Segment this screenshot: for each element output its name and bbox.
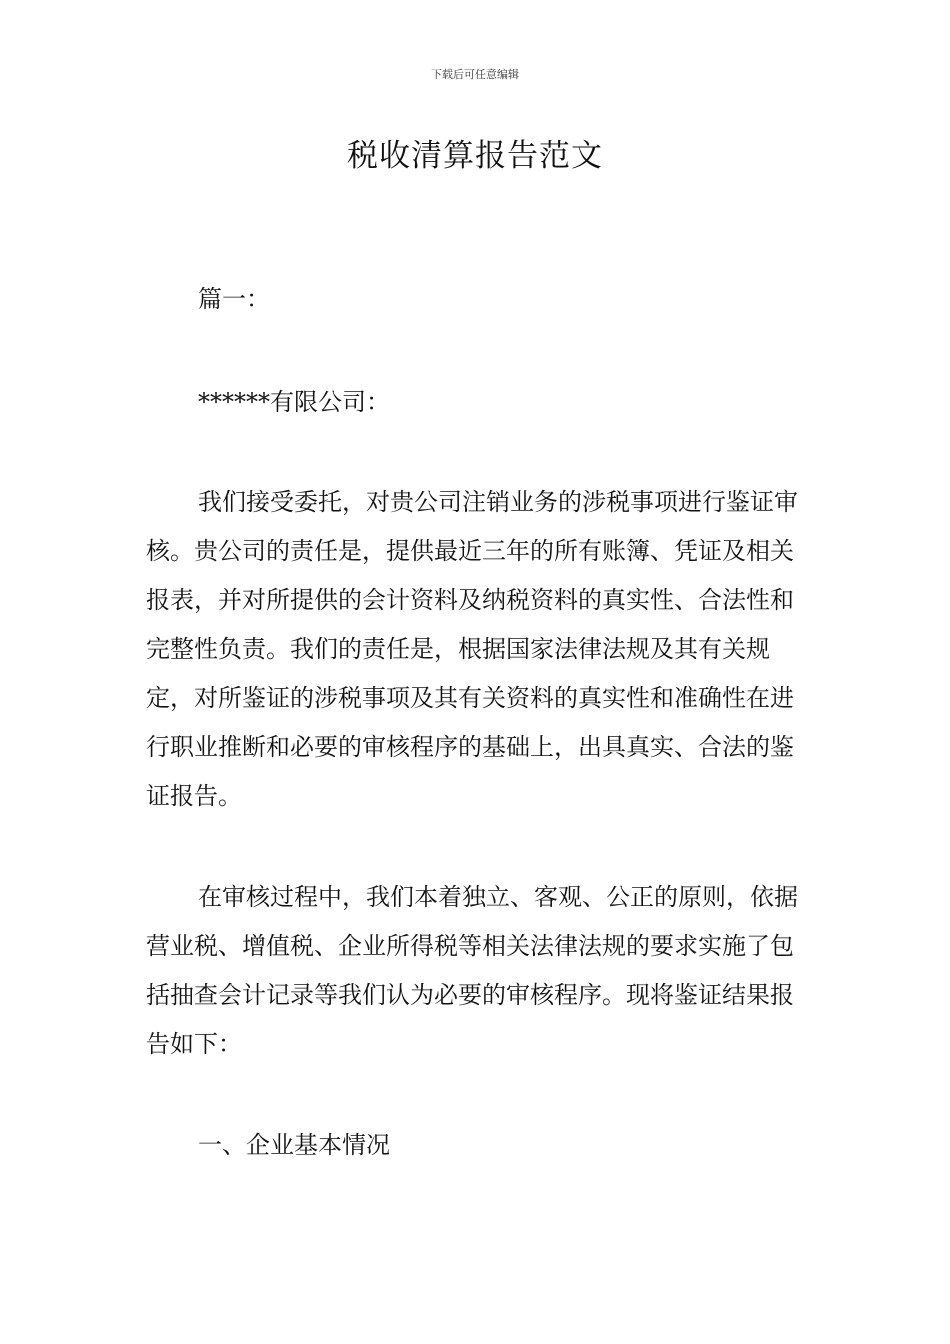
section-heading-1: 一、企业基本情况 — [198, 1131, 390, 1159]
header-note: 下载后可任意编辑 — [431, 68, 519, 81]
body-paragraph-2: 在审核过程中，我们本着独立、客观、公正的原则，依据营业税、增值税、企业所得税等相关法律法规的要求实施了包括抽查会计记录等我们认为必要的审核程序。现将鉴证结果报告如下： — [146, 883, 798, 1058]
addressee-line: ******有限公司： — [198, 388, 390, 416]
section-label: 篇一： — [198, 285, 270, 313]
body-paragraph-1: 我们接受委托，对贵公司注销业务的涉税事项进行鉴证审核。贵公司的责任是，提供最近三年的所有账簿、凭证及相关报表，并对所提供的会计资料及纳税资料的真实性、合法性和完整性负责。我们的责任是，根据国家法律法规及其有关规定，对所鉴证的涉税事项及其有关资料的真实性和准确性在进行职业推断和必要的审核程序的基础上，出具真实、合法的鉴证报告。 — [146, 488, 798, 810]
document-title: 税收清算报告范文 — [347, 138, 603, 174]
